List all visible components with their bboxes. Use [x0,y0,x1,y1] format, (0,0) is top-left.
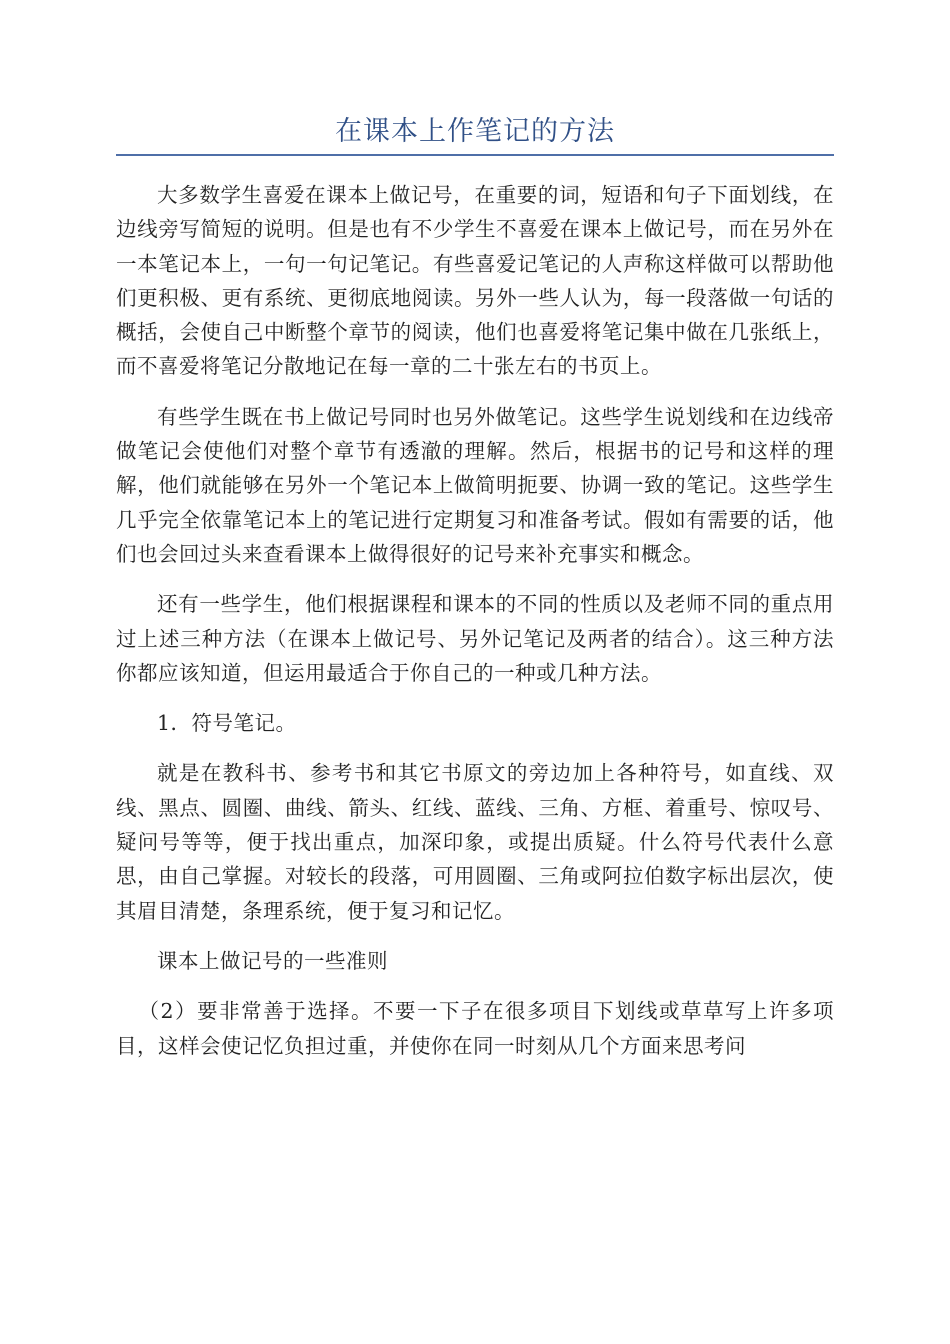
paragraph-three-methods: 还有一些学生，他们根据课程和课本的不同的性质以及老师不同的重点用过上述三种方法（在课本上做记号、另外记笔记及两者的结合）。这三种方法你都应该知道，但运用最适合于你自己的一种或几种方法。 [116,592,834,685]
paragraph-rule-2: （2）要非常善于选择。不要一下子在很多项目下划线或草草写上许多项目，这样会使记忆负担过重，并使你在同一时刻从几个方面来思考问 [116,999,834,1058]
section-heading-marking-rules: 课本上做记号的一些准则 [157,948,388,973]
title-underline [116,154,834,156]
paragraph-symbol-notes: 就是在教科书、参考书和其它书原文的旁边加上各种符号，如直线、双线、黑点、圆圈、曲线、箭头、红线、蓝线、三角、方框、着重号、惊叹号、疑问号等等，便于找出重点，加深印象，或提出质疑。什么符号代表什么意思，由自己掌握。对较长的段落，可用圆圈、三角或阿拉伯数字标出层次，使其眉目清楚，条理系统，便于复习和记忆。 [116,761,834,923]
paragraph-intro: 大多数学生喜爱在课本上做记号，在重要的词，短语和句子下面划线，在边线旁写简短的说明。但是也有不少学生不喜爱在课本上做记号，而在另外在一本笔记本上，一句一句记笔记。有些喜爱记笔记的人声称这样做可以帮助他们更积极、更有系统、更彻底地阅读。另外一些人认为，每一段落做一句话的概括，会使自己中断整个章节的阅读，他们也喜爱将笔记集中做在几张纸上，而不喜爱将笔记分散地记在每一章的二十张左右的书页上。 [116,183,834,379]
section-heading-symbol-notes: 1．符号笔记。 [157,711,297,736]
paragraph-both-methods: 有些学生既在书上做记号同时也另外做笔记。这些学生说划线和在边线帝做笔记会使他们对整个章节有透澈的理解。然后，根据书的记号和这样的理解，他们就能够在另外一个笔记本上做简明扼要、协调一致的笔记。这些学生几乎完全依靠笔记本上的笔记进行定期复习和准备考试。假如有需要的话，他们也会回过头来查看课本上做得很好的记号来补充事实和概念。 [116,404,834,566]
document-body [116,168,834,1079]
document-title: 在课本上作笔记的方法 [335,116,615,147]
